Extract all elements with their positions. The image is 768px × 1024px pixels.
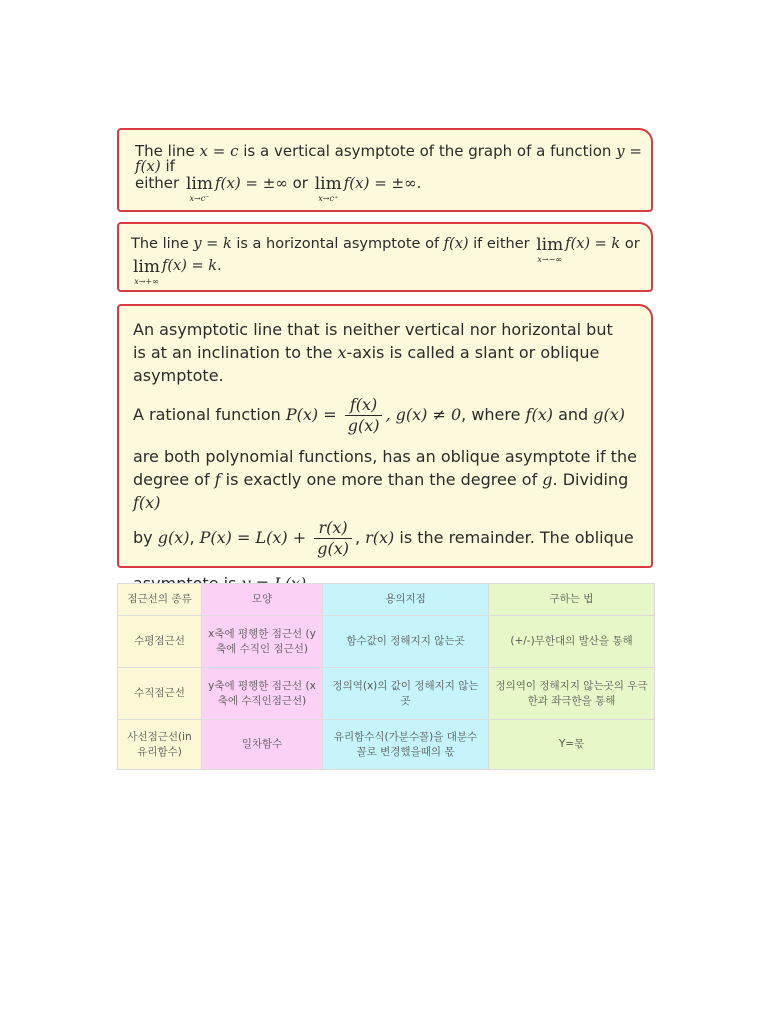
- fraction-r-over-g: $\frac{r(x)}{g(x)}$: [314, 519, 352, 559]
- table-row: [118, 720, 655, 770]
- table-cell: Y=몫: [489, 720, 655, 770]
- table-header-row: [118, 584, 655, 616]
- horizontal-asymptote-definition-box: [117, 222, 653, 292]
- table-cell: 일차함수: [202, 720, 323, 770]
- oblique-definition-paragraph: An asymptotic line that is neither vertical nor horizontal but is at an inclination to the x-axis is called a slant or oblique asymptote.: [133, 320, 613, 385]
- table-cell: 수평점근선: [118, 616, 202, 668]
- rational-function-line: A rational function P(x) = $\frac{f(x)}{g(x)}$ , g(x) ≠ 0, where f(x) and g(x): [133, 394, 626, 435]
- vertical-asymptote-definition-box: [117, 128, 653, 212]
- horizontal-asymptote-line-2: lim x→+∞ f(x) = k.: [133, 257, 222, 286]
- limit-left: lim x→c⁻: [185, 174, 213, 203]
- header-cell-method: 구하는 법: [489, 584, 655, 616]
- asymptote-summary-table: [117, 583, 655, 770]
- table-cell: 정의역(x)의 값이 정해지지 않는 곳: [323, 668, 489, 720]
- limit-neg-inf: lim x→−∞: [536, 235, 564, 264]
- header-cell-type: 점근선의 종류: [118, 584, 202, 616]
- vertical-asymptote-line-1: The line x = c is a vertical asymptote of the graph of a function y = f(x) if: [135, 142, 642, 175]
- table-row: [118, 668, 655, 720]
- fraction-f-over-g: $\frac{f(x)}{g(x)}$: [345, 396, 383, 436]
- table-cell: x축에 평행한 점근선 (y축에 수직인 점근선): [202, 616, 323, 668]
- table-cell: 정의역이 정해지지 않는곳의 우극한과 좌극한을 통해: [489, 668, 655, 720]
- table-cell: 함수값이 정해지지 않는곳: [323, 616, 489, 668]
- header-cell-location: 용의지점: [323, 584, 489, 616]
- table-cell: (+/-)무한대의 발산을 통해: [489, 616, 655, 668]
- polynomial-condition-paragraph: are both polynomial functions, has an oblique asymptote if the degree of f is exactly one more than the degree of g. Dividing f(x): [133, 447, 637, 512]
- header-cell-shape: 모양: [202, 584, 323, 616]
- limit-right: lim x→c⁺: [314, 174, 342, 203]
- table-cell: 수직점근선: [118, 668, 202, 720]
- horizontal-asymptote-line-1: The line y = k is a horizontal asymptote of f(x) if either lim x→−∞ f(x) = k or: [131, 235, 640, 264]
- table-cell: 유리함수식(가분수꼴)을 대분수꼴로 변경했을때의 몫: [323, 720, 489, 770]
- table-row: [118, 616, 655, 668]
- limit-pos-inf: lim x→+∞: [133, 257, 160, 286]
- division-line: by g(x), P(x) = L(x) + $\frac{r(x)}{g(x)}$ , r(x) is the remainder. The oblique: [133, 517, 634, 558]
- oblique-asymptote-definition-box: [117, 304, 653, 568]
- table-cell: 사선점근선(in 유리함수): [118, 720, 202, 770]
- vertical-asymptote-line-2: either lim x→c⁻ f(x) = ±∞ or lim x→c⁺ f(x) = ±∞.: [135, 174, 422, 203]
- table-cell: y축에 평행한 점근선 (x축에 수직인점근선): [202, 668, 323, 720]
